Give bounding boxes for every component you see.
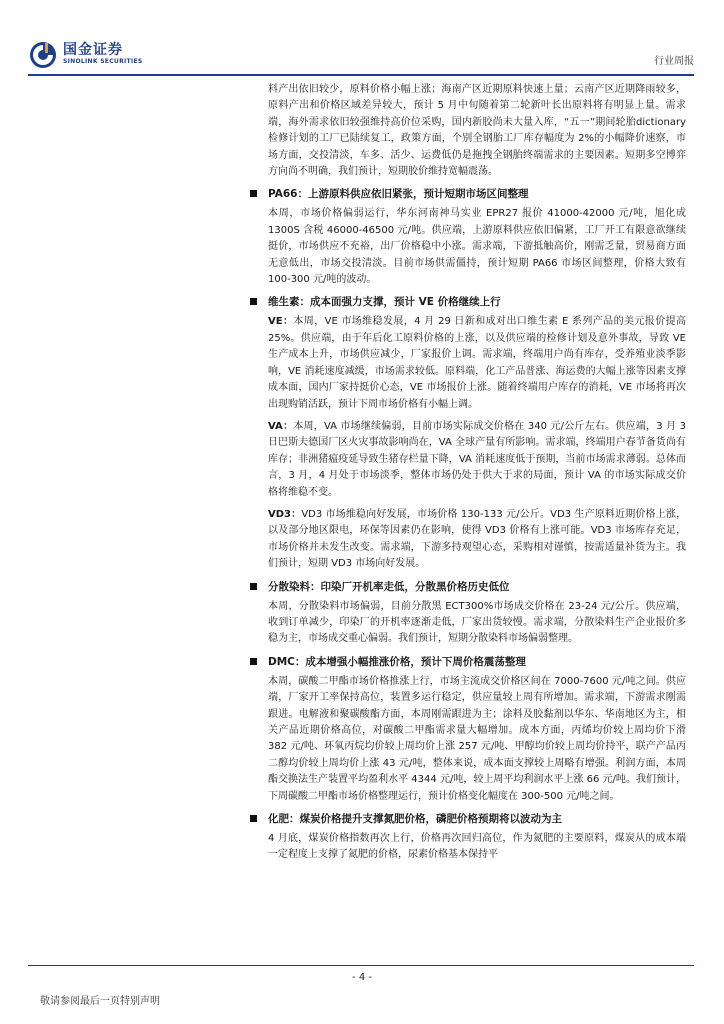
body-paragraph [268,674,686,805]
paragraph-text: 本周，VA 市场继续偏弱，目前市场实际成交价格在 340 元/公斤左右。供应端，3 月 3 日巴斯夫德国厂区火灾事故影响尚在，VA 全球产量有所影响。需求端，终端用户春节备货尚有库存；非洲猪瘟疫延导致生猪存栏量下降，VA 消耗速度低于预期，当前市场需求薄弱。总体而言，3 月，4 月处于市场淡季，整体市场仍处于供大于求的局面，预计 VA 的市场实际成交价格将维稳不变。 [268,420,686,498]
report-body [268,82,686,870]
company-logo [28,38,148,72]
logo-text-en: SINOLINK SECURITIES [63,58,143,65]
page-header [0,0,724,80]
paragraph-text: 本周，碳酸二甲酯市场价格推涨上行，市场主流成交价格区间在 7000-7600 元/吨之间。供应端，厂家开工率保持高位，装置多运行稳定，供应量较上周有所增加。需求端，下游需求刚需跟进。电解液和聚碳酸酯方面，本周刚需跟进为主；涂料及胶黏剂以华东、华南地区为主，相关产品近期价格高位，对碳酸二甲酯需求量大幅增加。成本方面，丙烯均价较上周均价下滑 382 元/吨、环氧丙烷均价较上周均价上涨 257 元/吨、甲醇均价较上周均价持平，联产产品丙二醇均价较上周均价上涨 43 元/吨，整体来说，成本面支撑较上周略有增强。利润方面，本周酯交换法生产装置平均盈利水平 4344 元/吨，较上周平均利润水平上涨 66 元/吨。我们预计，下周碳酸二甲酯市场价格整理运行，预计价格变化幅度在 300-500 元/吨之间。 [268,675,686,802]
footer-divider [28,965,694,966]
logo-mark-icon [28,40,58,70]
section-heading-text: 维生素：成本面强力支撑，预计 VE 价格继续上行 [268,296,501,309]
document-type: 行业周报 [654,56,694,67]
paragraph-lead: VE： [268,316,294,328]
disclaimer-note: 敬请参阅最后一页特别声明 [40,996,160,1007]
body-paragraph [268,419,686,501]
paragraph-text: VD3 市场维稳向好发展，市场价格 130-133 元/公斤。VD3 生产原料近期价格上涨，以及部分地区限电，环保等因素仍在影响，使得 VD3 价格有上涨可能。VD3 市场库存充足，市场价格并未发生改变。需求端，下游多持观望心态，采购相对谨慎，按需适量补货为主。我们预计，短期 VD3 市场向好发展。 [268,508,686,570]
section-heading-text: DMC：成本增强小幅推涨价格，预计下周价格震荡整理 [268,655,526,668]
paragraph-lead: VA： [268,420,294,432]
section-heading [268,654,686,670]
paragraph-text: 本周，分散染料市场偏弱，目前分散黑 ECT300%市场成交价格在 23-24 元/公斤。供应端，收到订单减少，印染厂的开机率逐渐走低，厂家出货较慢。需求端，分散染料生产企业报价多稳为主，市场成交重心偏弱。我们预计，短期分散染料市场偏弱整理。 [268,600,686,645]
logo-text-cn: 国金证券 [63,42,123,58]
section-heading [268,186,686,202]
section-heading [268,294,686,310]
paragraph-text: 料产出依旧较少，原料价格小幅上涨；海南产区近期原料快速上量；云南产区近期降雨较多，原料产出和价格区域差异较大，预计 5 月中旬随着第二轮新叶长出原料将有明显上量。需求端，海外需求依旧较强维持高价位采购，国内新胶尚未大量入库，“五一”期间轮胎dictionary检修计划的工厂已陆续复工，政策方面，个别全钢胎工厂库存幅度为 2%的小幅降价速察，市场方面，交投清淡，车多、活少、运费低仍是拖拽全钢胎终端需求的主要因素。短期多空博弈方向尚不明确，我们预计，短期胶价维持宽幅震荡。 [268,84,686,178]
body-paragraph [268,599,686,648]
paragraph-lead: VD3： [268,508,302,520]
header-divider [28,74,694,76]
body-paragraph [268,206,686,288]
body-paragraph [268,831,686,864]
body-paragraph [268,82,686,180]
section-heading-text: 分散染料：印染厂开机率走低，分散黑价格历史低位 [268,580,510,593]
body-paragraph [268,507,686,573]
section-heading [268,811,686,827]
bullet-square-icon [250,583,257,590]
paragraph-text: 本周，VE 市场维稳发展，4 月 29 日新和成对出口维生素 E 系列产品的美元报价提高 25%。供应端，由于年后化工原料价格的上涨，以及供应端的检修计划及意外事故，导致 VE 生产成本上升，市场供应减少，厂家报价上调。需求端，终端用户尚有库存，受养殖业淡季影响，VE 消耗速度减缓，市场需求较低。原料端，化工产品普涨、海运费的大幅上涨等因素支撑成本面，国内厂家持挺价心态，VE 市场报价上涨。随着终端用户库存的消耗，VE 市场将再次出现购销活跃，预计下周市场价格有小幅上调。 [268,316,686,410]
bullet-square-icon [250,298,257,305]
paragraph-text: 本周，市场价格偏弱运行，华东河南神马实业 EPR27 报价 41000-42000 元/吨，旭化成 1300S 含税 46000-46500 元/吨。供应端，上游原料供应依旧偏紧，工厂开工有限意欲继续挺价，市场供应不充裕，出厂价格稳中小涨。需求端，下游抵触高价，刚需乏量，贸易商方面无意低出，市场交投清淡。目前市场供需僵持，预计短期 PA66 市场区间整理，价格大致有 100-300 元/吨的波动。 [268,208,686,286]
body-paragraph [268,314,686,412]
section-heading-text: PA66：上游原料供应依旧紧张，预计短期市场区间整理 [268,188,529,201]
paragraph-text: 4 月底，煤炭价格指数再次上行，价格再次回归高位，作为氮肥的主要原料，煤炭从的成本端一定程度上支撑了氮肥的价格，尿素价格基本保持平 [268,833,686,861]
bullet-square-icon [250,190,257,197]
page-number: - 4 - [352,972,372,983]
section-heading-text: 化肥：煤炭价格提升支撑氮肥价格，磷肥价格预期将以波动为主 [268,813,562,826]
bullet-square-icon [250,815,257,822]
bullet-square-icon [250,658,257,665]
section-heading [268,579,686,595]
